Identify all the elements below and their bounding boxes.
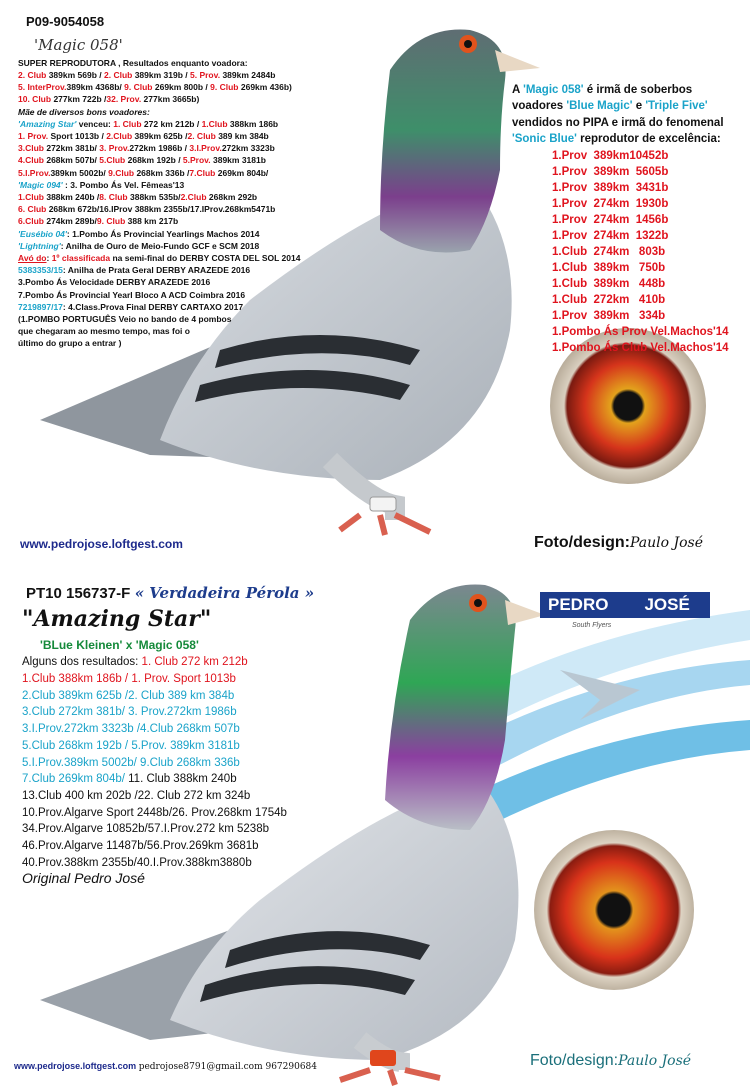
top-result-line: 7.Pombo Ás Provincial Yearl Bloco A ACD Coimbra 2016 [18, 289, 246, 300]
sister-text-line: voadores 'Blue Magic' e 'Triple Five' [512, 100, 708, 113]
top-result-line: 1.Club 388km 240b /8. Club 388km 535b/2.Club 268km 292b [18, 192, 258, 203]
top-pigeon-name: 'Magic 058' [34, 36, 123, 54]
footer-website[interactable]: www.pedrojose.loftgest.com [14, 1061, 137, 1071]
bottom-result-line: 10.Prov.Algarve Sport 2448b/26. Prov.268km 1754b [22, 806, 287, 819]
sister-results-list [552, 148, 729, 356]
sister-text-block [512, 82, 724, 147]
logo-line1: PEDRO [548, 595, 609, 614]
top-result-line: Mãe de diversos bons voadores: [18, 106, 150, 117]
bottom-results-list [22, 671, 287, 871]
sister-result-line: 1.Prov 389km 334b [552, 310, 666, 322]
sister-result-line: 1.Club 389km 750b [552, 262, 666, 274]
top-result-line: 7219897/17: 4.Class.Prova Final DERBY CARTAXO 2017 [18, 301, 244, 312]
bottom-result-line: 34.Prov.Algarve 10852b/57.I.Prov.272 km 5238b [22, 823, 269, 836]
sister-text-line: A 'Magic 058' é irmã de soberbos [512, 84, 693, 96]
top-result-line: 'Eusébio 04': 1.Pombo Ás Provincial Yearlings Machos 2014 [18, 228, 260, 239]
top-result-line: 2. Club 389km 569b / 2. Club 389km 319b / 5. Prov. 389km 2484b [18, 70, 276, 80]
top-result-line: último do grupo a entrar ) [18, 338, 122, 349]
bottom-result-line: 46.Prov.Algarve 11487b/56.Prov.269km 3681b [22, 840, 259, 853]
sister-result-line: 1.Prov 274km 1322b [552, 230, 669, 242]
top-results-list [18, 69, 358, 350]
bottom-result-line: 7.Club 269km 804b/ 11. Club 388km 240b [22, 773, 237, 786]
sister-result-line: 1.Pombo Ás Club Vel.Machos'14 [552, 342, 729, 354]
sister-result-line: 1.Pombo Ás Prov Vel.Machos'14 [552, 326, 729, 338]
footer-contact: pedrojose8791@gmail.com 967290684 [138, 1062, 317, 1072]
top-result-line: 10. Club 277km 722b /32. Prov. 277km 3665b) [18, 94, 200, 105]
pedro-jose-logo [540, 592, 710, 618]
top-result-line: 4.Club 268km 507b/ 5.Club 268km 192b / 5.Prov. 389km 3181b [18, 155, 266, 166]
sister-result-line: 1.Prov 274km 1930b [552, 198, 669, 210]
top-intro: SUPER REPRODUTORA , Resultados enquanto voadora: [18, 58, 248, 68]
bottom-result-line: 13.Club 400 km 202b /22. Club 272 km 324b [22, 789, 251, 802]
sister-result-line: 1.Prov 389km10452b [552, 150, 669, 162]
top-result-line: 3.Pombo Ás Velocidade DERBY ARAZEDE 2016 [18, 277, 211, 288]
bottom-section [0, 570, 750, 1088]
top-website[interactable]: www.pedrojose.loftgest.com [20, 537, 183, 551]
logo-line2: JOSÉ [644, 595, 690, 614]
top-result-line: 6.Club 274km 289b/9. Club 388 km 217b [18, 216, 179, 227]
bottom-result-line: 3.I.Prov.272km 3323b /4.Club 268km 507b [22, 723, 240, 736]
top-credit-name: Paulo José [629, 535, 704, 551]
bottom-result-line: 2.Club 389km 625b /2. Club 389 km 384b [22, 689, 235, 702]
top-result-line: 1. Prov. Sport 1013b / 2.Club 389km 625b /2. Club 389 km 384b [18, 131, 269, 142]
bottom-ring: PT10 156737-F [26, 585, 131, 602]
top-result-line: 6. Club 268km 672b/16.IProv 388km 2355b/17.IProv.268km5471b [18, 204, 276, 215]
top-result-line: 'Lightning': Anilha de Ouro de Meio-Fundo GCF e SCM 2018 [18, 240, 260, 251]
top-credit-prefix: Foto/design: [534, 534, 630, 551]
sister-result-line: 1.Prov 274km 1456b [552, 214, 669, 226]
sister-result-line: 1.Prov 389km 5605b [552, 166, 669, 178]
top-result-line: 'Amazing Star' venceu: 1. Club 272 km 212b / 1.Club 388km 186b [18, 118, 279, 129]
bottom-result-line: 40.Prov.388km 2355b/40.I.Prov.388km3880b [22, 856, 252, 869]
bottom-result-line: 5.Club 268km 192b / 5.Prov. 389km 3181b [22, 739, 240, 752]
bottom-intro-first: 1. Club 272 km 212b [141, 656, 248, 668]
bottom-credit-name: Paulo José [618, 1053, 692, 1069]
bottom-footer [14, 1061, 317, 1072]
top-result-line: Avó do: 1º classificada na semi-final do DERBY COSTA DEL SOL 2014 [18, 253, 301, 264]
sister-text-line: 'Sonic Blue' reprodutor de excelência: [512, 132, 721, 145]
sister-result-line: 1.Prov 389km 3431b [552, 182, 669, 194]
bottom-pigeon-name: "Amazing Star" [22, 606, 212, 632]
top-result-line: 5.I.Prov.389km 5002b/ 9.Club 268km 336b /7.Club 269km 804b/ [18, 167, 269, 178]
sister-result-line: 1.Club 389km 448b [552, 278, 666, 290]
logo-tagline: South Flyers [572, 622, 612, 629]
bottom-subtitle: « Verdadeira Pérola » [134, 584, 315, 602]
sister-result-line: 1.Club 272km 410b [552, 294, 666, 306]
bottom-photo-credit [530, 1052, 691, 1070]
top-result-line: que chegaram ao mesmo tempo, mas foi o [18, 326, 190, 337]
bottom-result-line: 5.I.Prov.389km 5002b/ 9.Club 268km 336b [22, 756, 240, 769]
top-result-line: 3.Club 272km 381b/ 3. Prov.272km 1986b / 3.I.Prov.272km 3323b [18, 143, 275, 154]
top-result-line: 5383353/15: Anilha de Prata Geral DERBY ARAZEDE 2016 [18, 265, 251, 276]
top-result-line: 'Magic 094' : 3. Pombo Ás Vel. Fêmeas'13 [18, 179, 185, 190]
bottom-result-line: 1.Club 388km 186b / 1. Prov. Sport 1013b [22, 673, 236, 685]
bottom-intro [22, 654, 248, 671]
sister-result-line: 1.Club 274km 803b [552, 246, 666, 258]
original-label: Original Pedro José [22, 870, 145, 886]
bottom-parents: 'BLue Kleinen' x 'Magic 058' [40, 638, 199, 652]
top-photo-credit [534, 534, 703, 552]
sister-text-line: vendidos no PIPA e irmã do fenomenal [512, 116, 724, 129]
top-ring-number: P09-9054058 [26, 14, 105, 29]
top-result-line: (1.POMBO PORTUGUÊS Veio no bando de 4 pombos [18, 314, 232, 325]
bottom-intro-prefix: Alguns dos resultados: [22, 656, 142, 668]
top-result-line: 5. InterProv.389km 4368b/ 9. Club 269km 800b / 9. Club 269km 436b) [18, 82, 292, 93]
bottom-ring-number [26, 584, 314, 603]
bottom-credit-prefix: Foto/design: [530, 1052, 619, 1069]
bottom-result-line: 3.Club 272km 381b/ 3. Prov.272km 1986b [22, 706, 237, 719]
